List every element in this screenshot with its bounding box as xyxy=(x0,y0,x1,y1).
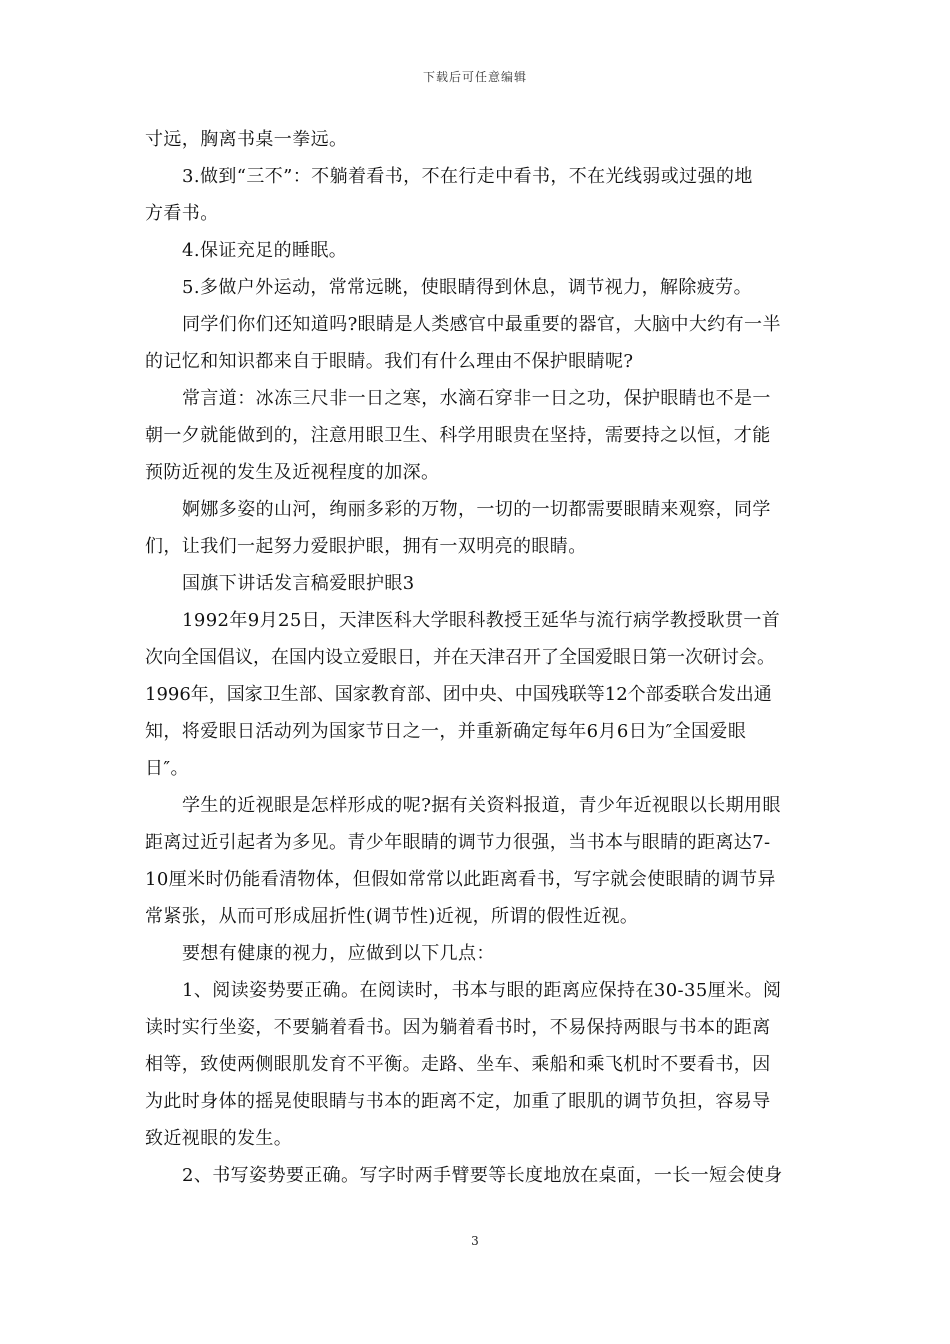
text-line: 方看书。 xyxy=(145,203,219,224)
text-line: 知，将爱眼日活动列为国家节日之一，并重新确定每年6月6日为″全国爱眼 xyxy=(145,721,747,742)
text-line: 读时实行坐姿，不要躺着看书。因为躺着看书时，不易保持两眼与书本的距离 xyxy=(145,1017,771,1038)
text-line: 4.保证充足的睡眠。 xyxy=(182,240,348,261)
text-line: 要想有健康的视力，应做到以下几点： xyxy=(182,943,495,964)
text-line: 预防近视的发生及近视程度的加深。 xyxy=(145,462,440,483)
text-line: 学生的近视眼是怎样形成的呢?据有关资料报道，青少年近视眼以长期用眼 xyxy=(182,795,781,816)
text-line: 为此时身体的摇晃使眼睛与书本的距离不定，加重了眼肌的调节负担，容易导 xyxy=(145,1091,771,1112)
text-line: 相等，致使两侧眼肌发育不平衡。走路、坐车、乘船和乘飞机时不要看书，因 xyxy=(145,1054,771,1075)
page-header: 下载后可任意编辑 xyxy=(422,70,527,84)
text-line: 距离过近引起者为多见。青少年眼睛的调节力很强，当书本与眼睛的距离达7- xyxy=(145,832,771,853)
text-line: 1、阅读姿势要正确。在阅读时，书本与眼的距离应保持在30-35厘米。阅 xyxy=(182,980,782,1001)
text-line: 1996年，国家卫生部、国家教育部、团中央、中国残联等12个部委联合发出通 xyxy=(145,684,772,705)
text-line: 10厘米时仍能看清物体，但假如常常以此距离看书，写字就会使眼睛的调节异 xyxy=(145,869,776,890)
text-line: 的记忆和知识都来自于眼睛。我们有什么理由不保护眼睛呢? xyxy=(145,351,634,372)
text-line: 5.多做户外运动，常常远眺，使眼睛得到休息，调节视力，解除疲劳。 xyxy=(182,277,752,298)
text-line: 常紧张，从而可形成屈折性(调节性)近视，所谓的假性近视。 xyxy=(145,906,639,927)
text-line: 同学们你们还知道吗?眼睛是人类感官中最重要的器官，大脑中大约有一半 xyxy=(182,314,781,335)
text-line: 1992年9月25日，天津医科大学眼科教授王延华与流行病学教授耿贯一首 xyxy=(182,610,781,631)
document-body xyxy=(145,121,810,1194)
text-line: 寸远，胸离书桌一拳远。 xyxy=(145,129,348,150)
text-line: 次向全国倡议，在国内设立爱眼日，并在天津召开了全国爱眼日第一次研讨会。 xyxy=(145,647,775,668)
section-title: 国旗下讲话发言稿爱眼护眼3 xyxy=(182,573,415,594)
text-line: 朝一夕就能做到的，注意用眼卫生、科学用眼贵在坚持，需要持之以恒，才能 xyxy=(145,425,771,446)
text-line: 们，让我们一起努力爱眼护眼，拥有一双明亮的眼睛。 xyxy=(145,536,587,557)
text-line: 致近视眼的发生。 xyxy=(145,1128,293,1149)
text-line: 2、书写姿势要正确。写字时两手臂要等长度地放在桌面，一长一短会使身 xyxy=(182,1165,783,1186)
page-number: 3 xyxy=(471,1234,479,1248)
text-line: 常言道：冰冻三尺非一日之寒，水滴石穿非一日之功，保护眼睛也不是一 xyxy=(182,388,771,409)
text-line: 日″。 xyxy=(145,758,189,779)
text-line: 婀娜多姿的山河，绚丽多彩的万物，一切的一切都需要眼睛来观察，同学 xyxy=(182,499,771,520)
text-line: 3.做到“三不”：不躺着看书，不在行走中看书，不在光线弱或过强的地 xyxy=(182,166,753,187)
